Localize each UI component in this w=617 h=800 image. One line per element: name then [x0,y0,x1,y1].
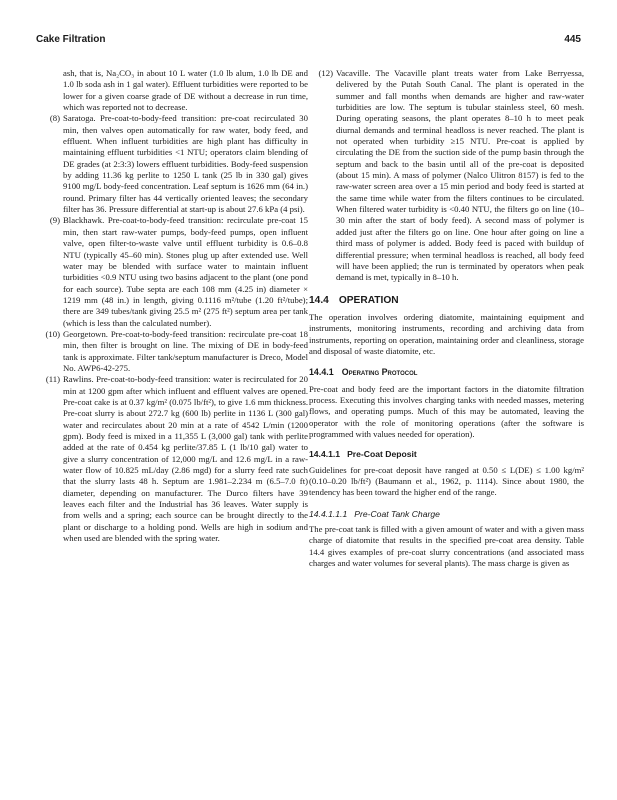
chapter-title: Cake Filtration [36,34,106,45]
item-number: (11) [45,374,60,385]
left-column [36,68,308,544]
paragraph-title: Pre-Coat Tank Charge [354,508,440,519]
item-text: Rawlins. Pre-coat-to-body-feed transition: water is recirculated for 20 min at 1200 gpm after which influent and effluent valves are opened. Pre-coat cake is at 0.37 kg/m² (0.075 lb/ft²), to give 1.6 mm thickness. Pre-coat slurry is about 272.7 kg (600 lb) perlite in 1136 L (300 gal) water and recirculates about 20 min at a rate of 4542 L/min (1200 gpm). Body feed is mixed in a 11,355 L (3,000 gal) tank with perlite added at the rate of 0.454 kg perlite/37.85 L (1 lb/10 gal) water to give a slurry concentration of 12,000 mg/L and 12.6 mg/L in a raw-water flow of 10.825 mL/day (2.86 mgd) for a slurry feed rate such that the slurry lasts 48 h. Septum are 1.981–2.234 m (6.5–7.0 ft) diameter, depending on manufacturer. The Durco filters have 39 leaves each filter and the Industrial has 36 leaves. Water supply is from wells and a spring; each source can be brought directly to the plant or discharge to a holding pond. Wells are high in sodium and when used are blended with the spring water. [63,374,308,544]
section-title: OPERATION [338,294,399,306]
subsubsection-paragraph: Guidelines for pre-coat deposit have ranged at 0.50 ≤ L(DE) ≤ 1.00 kg/m² (0.10–0.20 lb/ft²) (Baumann et al., 1962, p. 1114). Since about 1980, the tendency has been toward the higher end of the range. [309,464,584,498]
section-number: 14.4 [309,294,329,306]
item-number: (10) [45,328,60,339]
paragraph-heading [309,509,584,520]
subsection-title: Operating Protocol [341,367,418,378]
continuation-paragraph: ash, that is, Na₂CO₃ in about 10 L water (1.0 lb alum, 1.0 lb DE and 1.0 lb soda ash in 1 gal water). Effluent turbidities were reported to be lower for a given coarse grade of DE without a decrease in run time, which was reported not to decrease. [63,68,308,113]
subsection-number: 14.4.1 [309,367,334,378]
list-item-12 [309,68,584,284]
right-column [309,68,584,569]
paragraph-text: The pre-coat tank is filled with a given amount of water and with a given mass charge of diatomite that results in the specified pre-coat area density. Table 14.4 gives examples of pre-coat slurry concentrations (and associated mass charges and water volumes for several plants). The mass charge is given as [309,524,584,569]
running-head [36,34,581,45]
subsubsection-heading [309,449,584,460]
item-number: (12) [318,68,333,78]
subsubsection-number: 14.4.1.1 [309,449,341,460]
subsection-paragraph: Pre-coat and body feed are the important factors in the diatomite filtration process. Executing this involves charging tanks with needed masses, metering flows, and operating pumps. Much of this may be automated, leaving the operator with the role of monitoring operations (after the software is programmed with values needed for operation). [309,383,584,439]
subsubsection-title: Pre-Coat Deposit [347,449,417,460]
item-number: (9) [49,215,60,226]
list-item-9 [36,215,308,328]
list-item-10 [36,329,308,374]
item-text: Vacaville. The Vacaville plant treats water from Lake Berryessa, delivered by the Putah South Canal. The plant is operated in the summer and fall months when demands are higher and raw-water turbidities are low. The septum is tubular stainless steel, 60 mesh. During operating seasons, the plant operates 8–10 h to meet peak diurnal demands and terminal headloss is never reached. The plant is not operated when turbidity ≥15 NTU. Pre-coat is applied by circulating the DE from the suction side of the pump basin through the septum and back to the basin until all of the pre-coat is deposited (about 15 min). A mass of polymer (Nalco Ulitron 8157) is fed to the raw-water screen area over a 15 min period and body feed is started at the same time while water from the filters continues to be circulated. When filtered water turbidity is <0.40 NTU, the filters go on line (10–30 min after the start of body feed). A second mass of polymer is added just after the filters go on line. One hour after going on line a third mass of polymer is added. Body feed is paced with buildup of differential pressure; when terminal headloss is reached, all body feed will have been applied; the run is terminated by operators when peak demand is met, typically in 8–10 h. [336,68,584,283]
item-text: Georgetown. Pre-coat-to-body-feed transition: recirculate pre-coat 18 min, then filter is brought on line. The mixing of DE in body-feed tank is approximate. Filter tank/septum manufacturer is Dreco, Model No. AWP6-42-275. [63,328,308,373]
item-text: Blackhawk. Pre-coat-to-body-feed transition: recirculate pre-coat 15 min, then start raw-water pumps, body-feed pumps, open influent valve, open filter-to-waste valve until effluent turbidity is 0.6–0.8 NTU (typically 45–60 min). Stones plug up after extended use. Well water may be blended with surface water to maintain influent turbidities <0.9 NTU using two basins adjacent to the plant (one pond for each source). Tube septa are each 108 mm (4.25 in) diameter × 1219 mm (48 in.) in length, giving 0.1116 m²/tube (1.20 ft²/tube); there are 349 tubes/tank giving 25.5 m² (275 ft²) septum area per tank (which is less than the calculated number). [63,215,308,328]
section-heading [309,295,584,306]
subsection-heading [309,367,584,378]
page-number: 445 [564,34,581,45]
item-number: (8) [49,113,60,124]
paragraph-number: 14.4.1.1.1 [309,508,348,519]
list-item-8 [36,113,308,215]
item-text: Saratoga. Pre-coat-to-body-feed transition: pre-coat recirculated 30 min, then valves open automatically for raw water, body feed, and effluent. When influent turbidities are high plant has difficulty in maintaining effluent turbidities <1 NTU; operators claim blending of DE grades (at 2:3:3) lowers effluent turbidities. Body-feed suspension by adding 11.36 kg perlite to 1250 L tank (25 lb in 330 gal) gives 9100 mg/L body-feed concentration. Leaf septum is 1626 mm (64 in.) round. Primary filter has 44 vertically oriented leaves; the secondary filter has 36. Pressure differential at start-up is about 27.6 kPa (4 psi). [63,113,308,215]
list-item-11 [36,374,308,544]
section-paragraph: The operation involves ordering diatomite, maintaining equipment and instruments, monitoring instruments, recording and archiving data from instruments, reporting on operation, maintaining order and cleanliness, storage and disposal of waste diatomite, etc. [309,311,584,356]
